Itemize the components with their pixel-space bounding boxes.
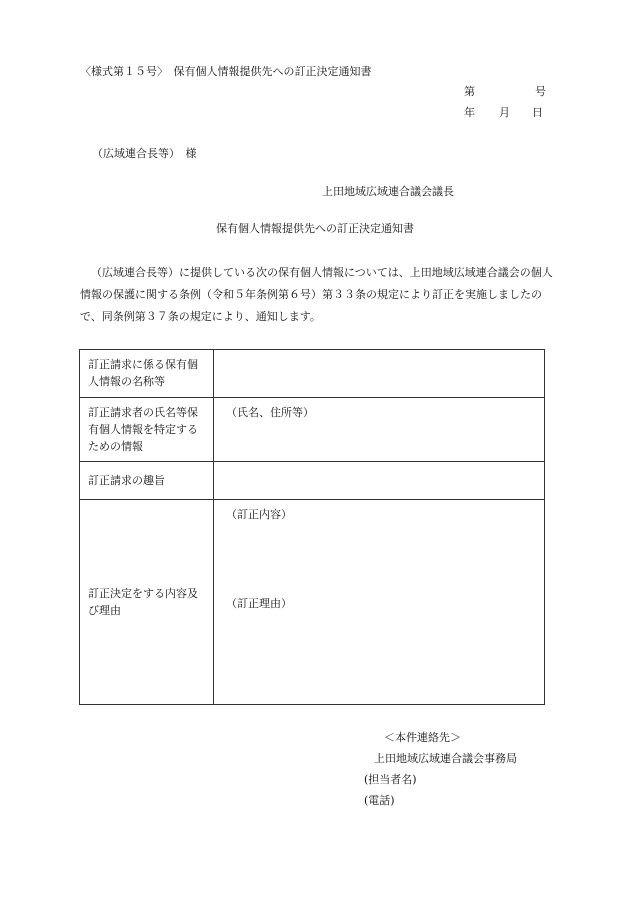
document-date	[464, 104, 543, 122]
document-number	[464, 83, 546, 101]
document-title: 保有個人情報提供先への訂正決定通知書	[216, 222, 414, 235]
contact-phone: (電話)	[364, 794, 395, 807]
row2-value	[214, 398, 545, 462]
number-prefix: 第	[464, 85, 475, 98]
table-row	[80, 350, 545, 398]
row4-label: 訂正決定をする内容及び理由	[80, 500, 214, 705]
contact-block	[364, 727, 517, 811]
row1-value	[214, 350, 545, 398]
row3-value	[214, 462, 545, 500]
row4-value	[214, 500, 545, 705]
table-row	[80, 500, 545, 705]
date-day: 日	[532, 106, 543, 119]
row1-label: 訂正請求に係る保有個人情報の名称等	[80, 350, 214, 398]
table-row	[80, 462, 545, 500]
contact-person: (担当者名)	[364, 773, 417, 786]
number-suffix: 号	[535, 85, 546, 98]
row4-content-label: （訂正内容）	[226, 508, 292, 521]
row2-note: （氏名、住所等）	[226, 406, 314, 419]
recipient: （広域連合長等） 様	[92, 147, 197, 160]
contact-heading: ＜本件連絡先＞	[384, 731, 461, 744]
info-table	[79, 349, 545, 705]
contact-office: 上田地域広域連合議会事務局	[374, 752, 517, 765]
row4-reason-label: （訂正理由）	[226, 597, 292, 610]
sender: 上田地域広域連合議会議長	[322, 185, 454, 198]
row2-label: 訂正請求者の氏名等保有個人情報を特定するための情報	[80, 398, 214, 462]
table-row	[80, 398, 545, 462]
body-text: （広域連合長等）に提供している次の保有個人情報については、上田地域広域連合議会の個人情報の保護に関する条例（令和５年条例第６号）第３３条の規定により訂正を実施しましたので、同条例第３７条の規定により、通知します。	[80, 266, 553, 323]
row3-label: 訂正請求の趣旨	[80, 462, 214, 500]
date-month: 月	[499, 106, 510, 119]
date-year: 年	[464, 106, 475, 119]
form-label: 〈様式第１５号〉 保有個人情報提供先への訂正決定通知書	[80, 65, 372, 78]
